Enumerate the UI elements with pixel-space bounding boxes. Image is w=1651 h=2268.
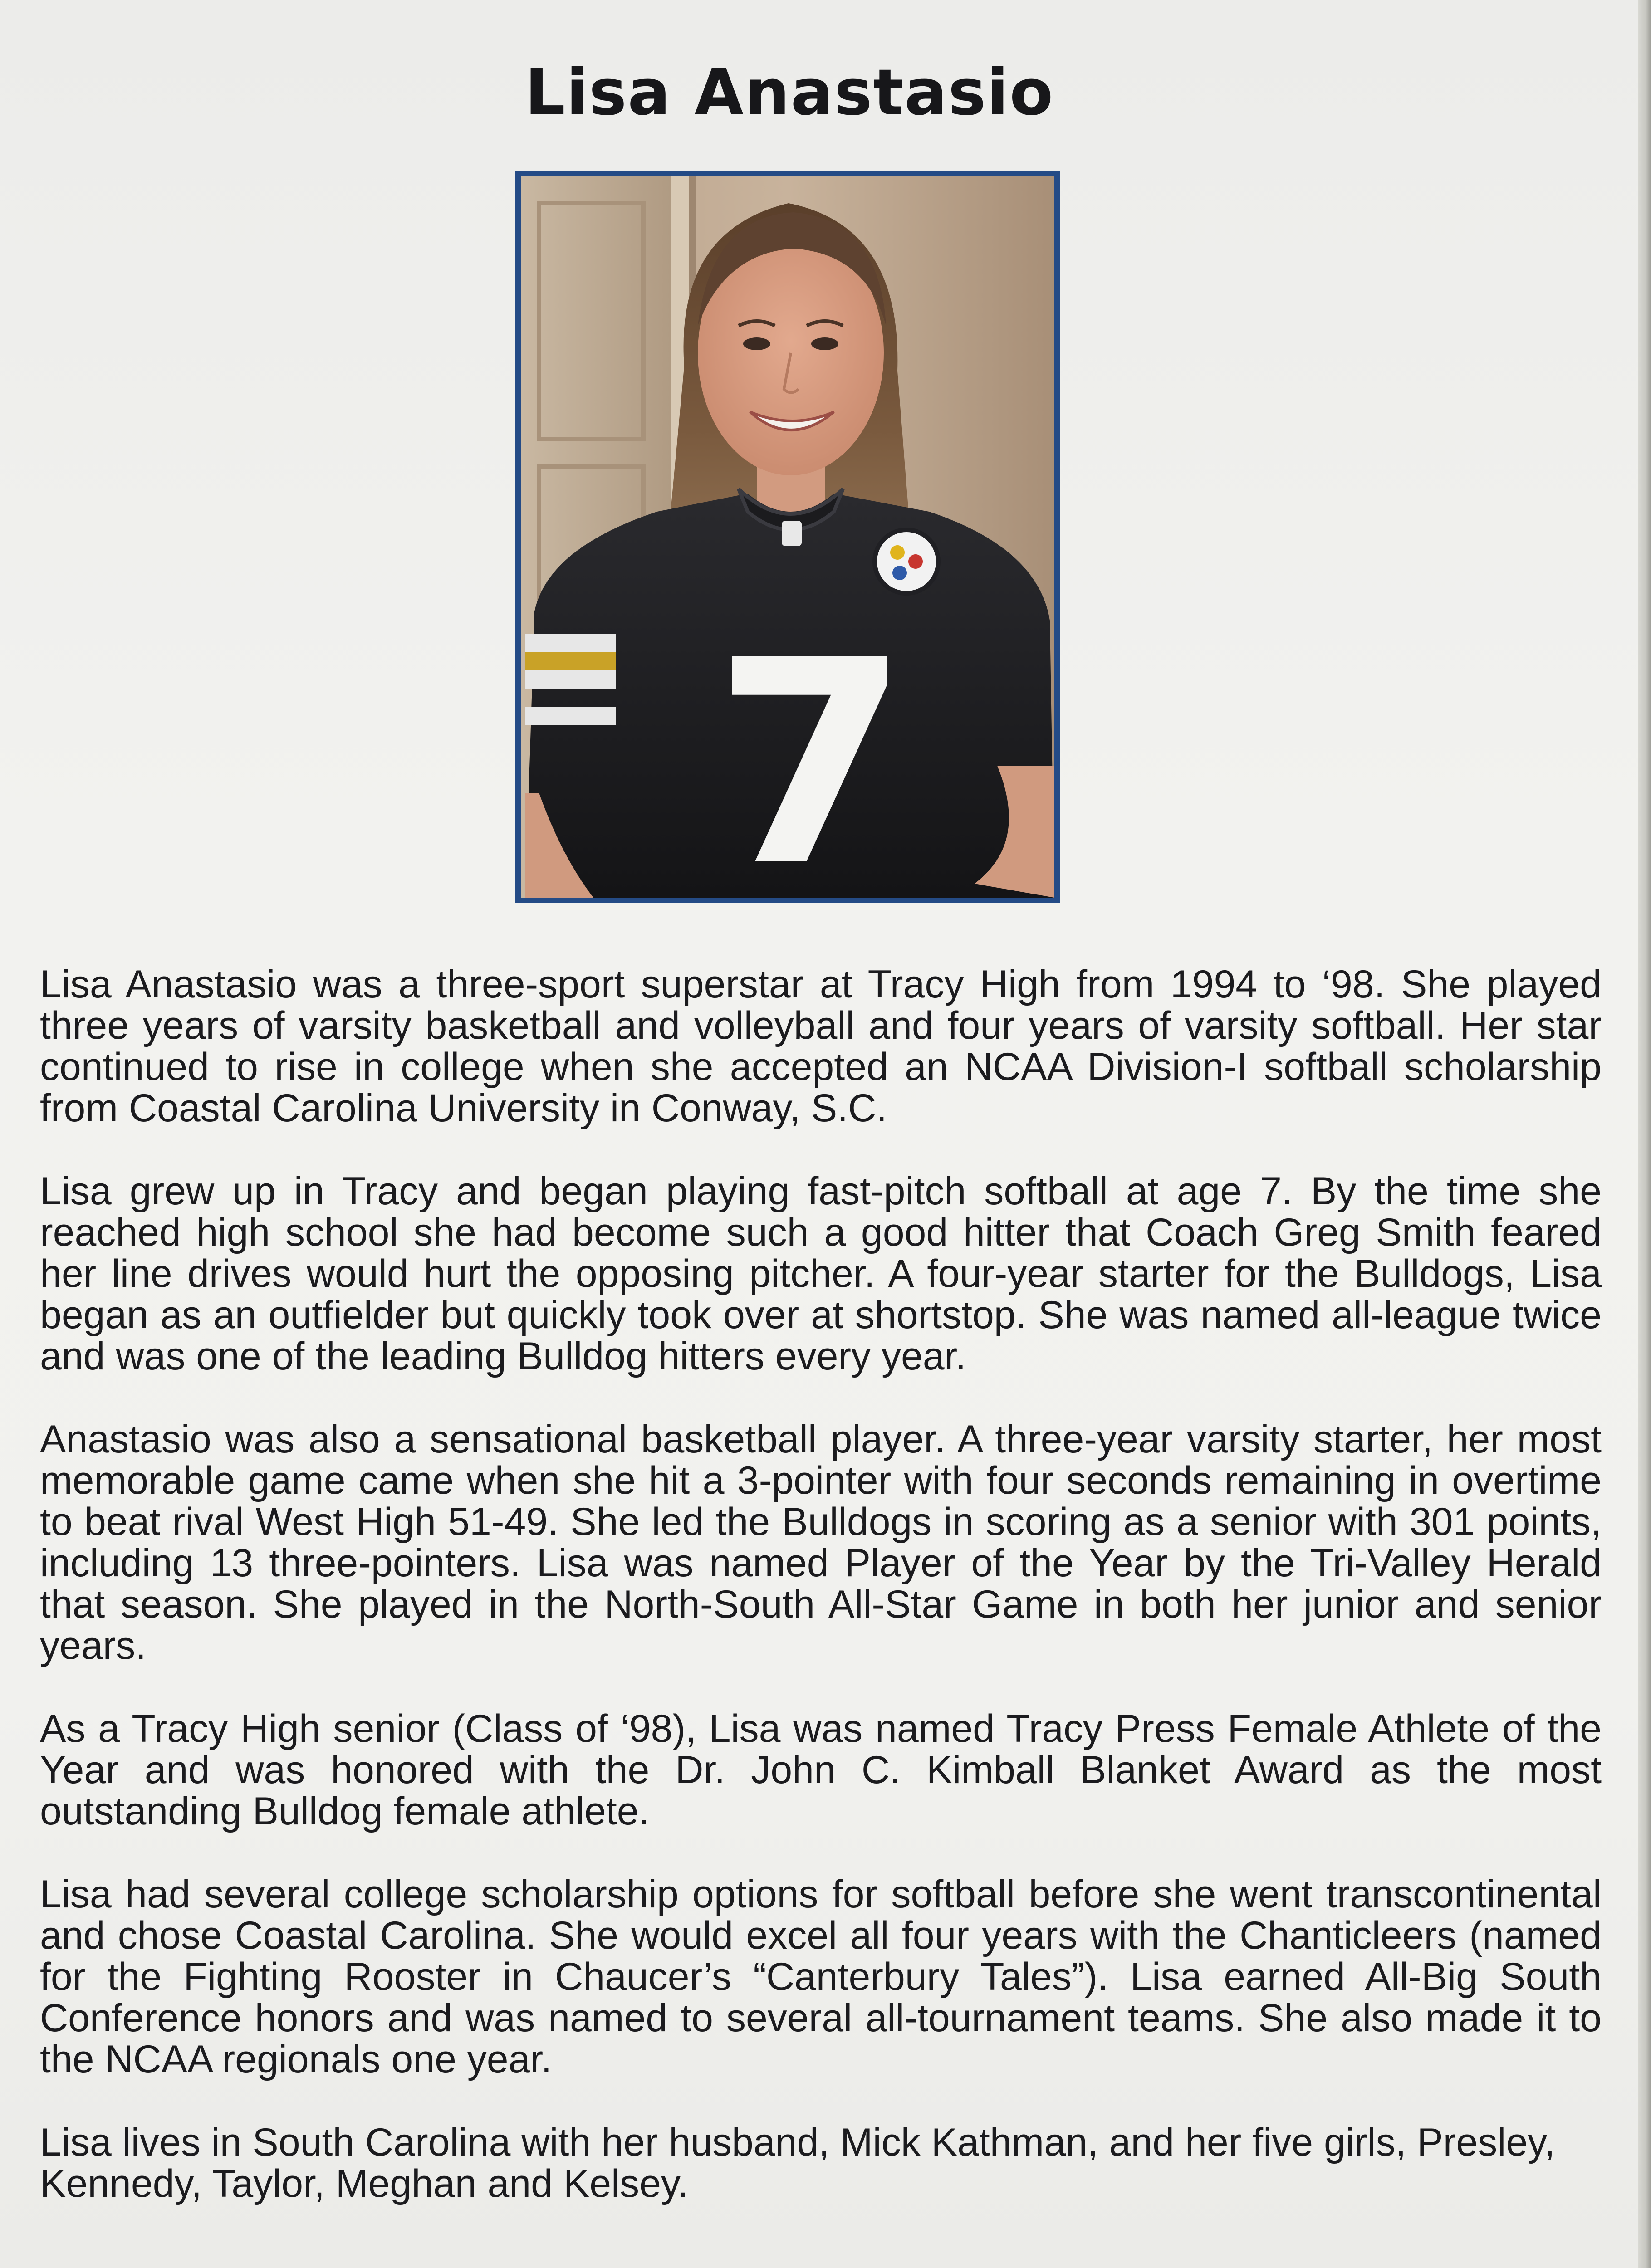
bio-paragraph-3: Anastasio was also a sensational basketball player. A three-year varsity starter, her most memorable game came when she hit a 3-pointer with four seconds remaining in overtime to beat rival West High 51-49. She led the Bulldogs in scoring as a senior with 301 points, including 13 three-pointers. Lisa was named Player of the Year by the Tri-Valley Herald that season. She played in the North-South All-Star Game in both her junior and senior years. [40, 1418, 1602, 1667]
bio-paragraph-6: Lisa lives in South Carolina with her husband, Mick Kathman, and her five girls, Presley, Kennedy, Taylor, Meghan and Kelsey. [40, 2121, 1555, 2205]
bio-paragraph-2: Lisa grew up in Tracy and began playing fast-pitch softball at age 7. By the time she reached high school she had become such a good hitter that Coach Greg Smith feared her line drives would hurt the opposing pitcher. A four-year starter for the Bulldogs, Lisa began as an outfielder but quickly took over at shortstop. She was named all-league twice and was one of the leading Bulldog hitters every year. [40, 1169, 1602, 1378]
board-edge [1638, 0, 1651, 2268]
biography [40, 964, 1602, 2246]
bio-paragraph-4: As a Tracy High senior (Class of ‘98), Lisa was named Tracy Press Female Athlete of the Year and was honored with the Dr. John C. Kimball Blanket Award as the most outstanding Bulldog female athlete. [40, 1707, 1602, 1833]
jersey-number: 7 [713, 601, 909, 898]
bio-paragraph-1: Lisa Anastasio was a three-sport superstar at Tracy High from 1994 to ‘98. She played three years of varsity basketball and volleyball and four years of varsity softball. Her star continued to rise in college when she accepted an NCAA Division-I softball scholarship from Coastal Carolina University in Conway, S.C. [40, 963, 1602, 1130]
portrait-photo [515, 171, 1060, 903]
bio-paragraph-5: Lisa had several college scholarship options for softball before she went transcontinental and chose Coastal Carolina. She would excel all four years with the Chanticleers (named for the Fighting Rooster in Chaucer’s “Canterbury Tales”). Lisa earned All-Big South Conference honors and was named to several all-tournament teams. She also made it to the NCAA regionals one year. [40, 1872, 1602, 2081]
portrait-image [521, 176, 1054, 898]
page-title: Lisa Anastasio [524, 56, 1054, 130]
